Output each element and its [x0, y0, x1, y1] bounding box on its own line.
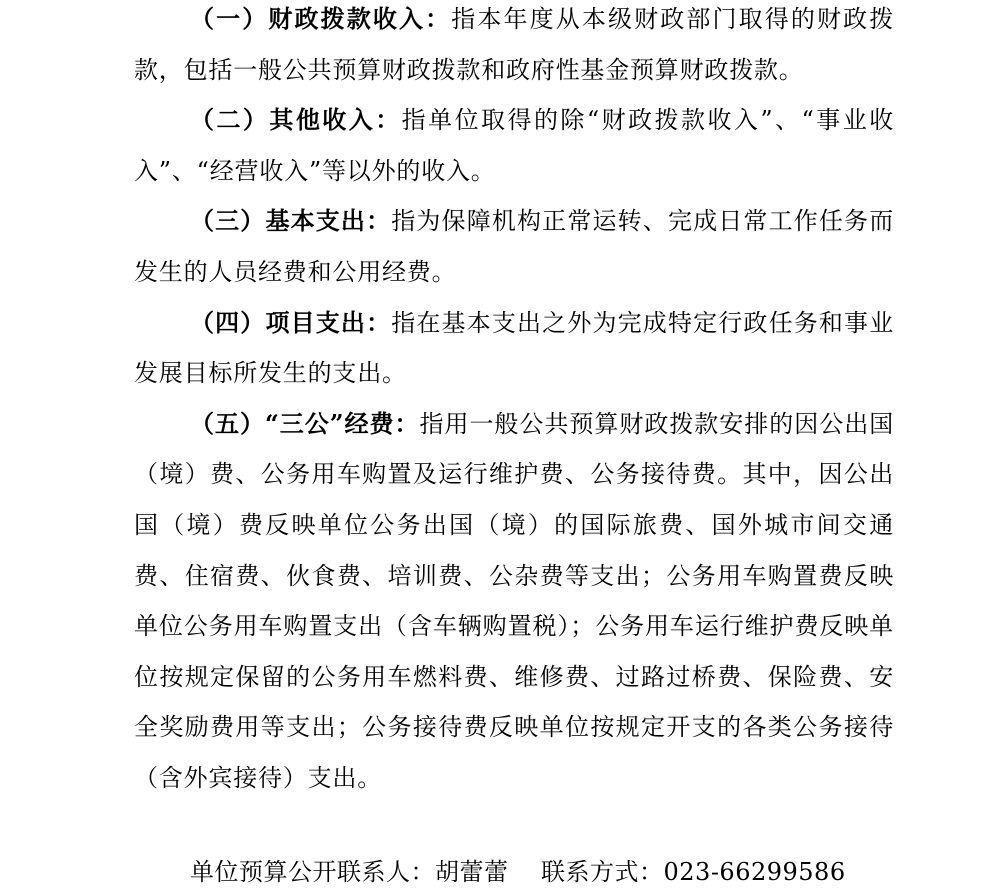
- definition-term: （五）“三公”经费：: [190, 408, 420, 438]
- definition-term: （一）财政拨款收入：: [190, 4, 452, 33]
- contact-spacer: [509, 858, 542, 886]
- definition-text: 指在基本支出之外为完成特定行政任务和事业发展目标所发生的支出。: [134, 308, 894, 388]
- definition-paragraph-5: [134, 399, 894, 804]
- contact-person-name: 胡蕾蕾: [435, 858, 509, 886]
- definition-text: 指用一般公共预算财政拨款安排的因公出国（境）费、公务用车购置及运行维护费、公务接待费。其中，因公出国（境）费反映单位公务出国（境）的国际旅费、国外城市间交通费、住宿费、伙食费、培训费、公杂费等支出；公务用车购置费反映单位公务用车购置支出（含车辆购置税）；公务用车运行维护费反映单位按规定保留的公务用车燃料费、维修费、过路过桥费、保险费、安全奖励费用等支出；公务接待费反映单位按规定开支的各类公务接待（含外宾接待）支出。: [134, 409, 895, 792]
- contact-person-label: 单位预算公开联系人：: [190, 858, 435, 886]
- contact-line: [190, 852, 846, 892]
- definition-paragraph-2: [134, 95, 894, 196]
- definition-text: 指本年度从本级财政部门取得的财政拨款，包括一般公共预算财政拨款和政府性基金预算财政拨款。: [134, 5, 894, 84]
- definition-text: 指单位取得的除“财政拨款收入”、“事业收入”、“经营收入”等以外的收入。: [134, 106, 894, 185]
- definition-text: 指为保障机构正常运转、完成日常工作任务而发生的人员经费和公用经费。: [134, 207, 894, 286]
- definition-term: （四）项目支出：: [190, 307, 392, 337]
- definition-paragraph-1: [134, 0, 894, 95]
- contact-phone: 023-66299586: [663, 858, 846, 886]
- document-body: [134, 0, 894, 804]
- definition-paragraph-4: [134, 298, 894, 399]
- definition-term: （二）其他收入：: [190, 105, 402, 135]
- definition-paragraph-3: [134, 196, 894, 297]
- contact-method-label: 联系方式：: [541, 858, 664, 886]
- definition-term: （三）基本支出：: [190, 206, 392, 236]
